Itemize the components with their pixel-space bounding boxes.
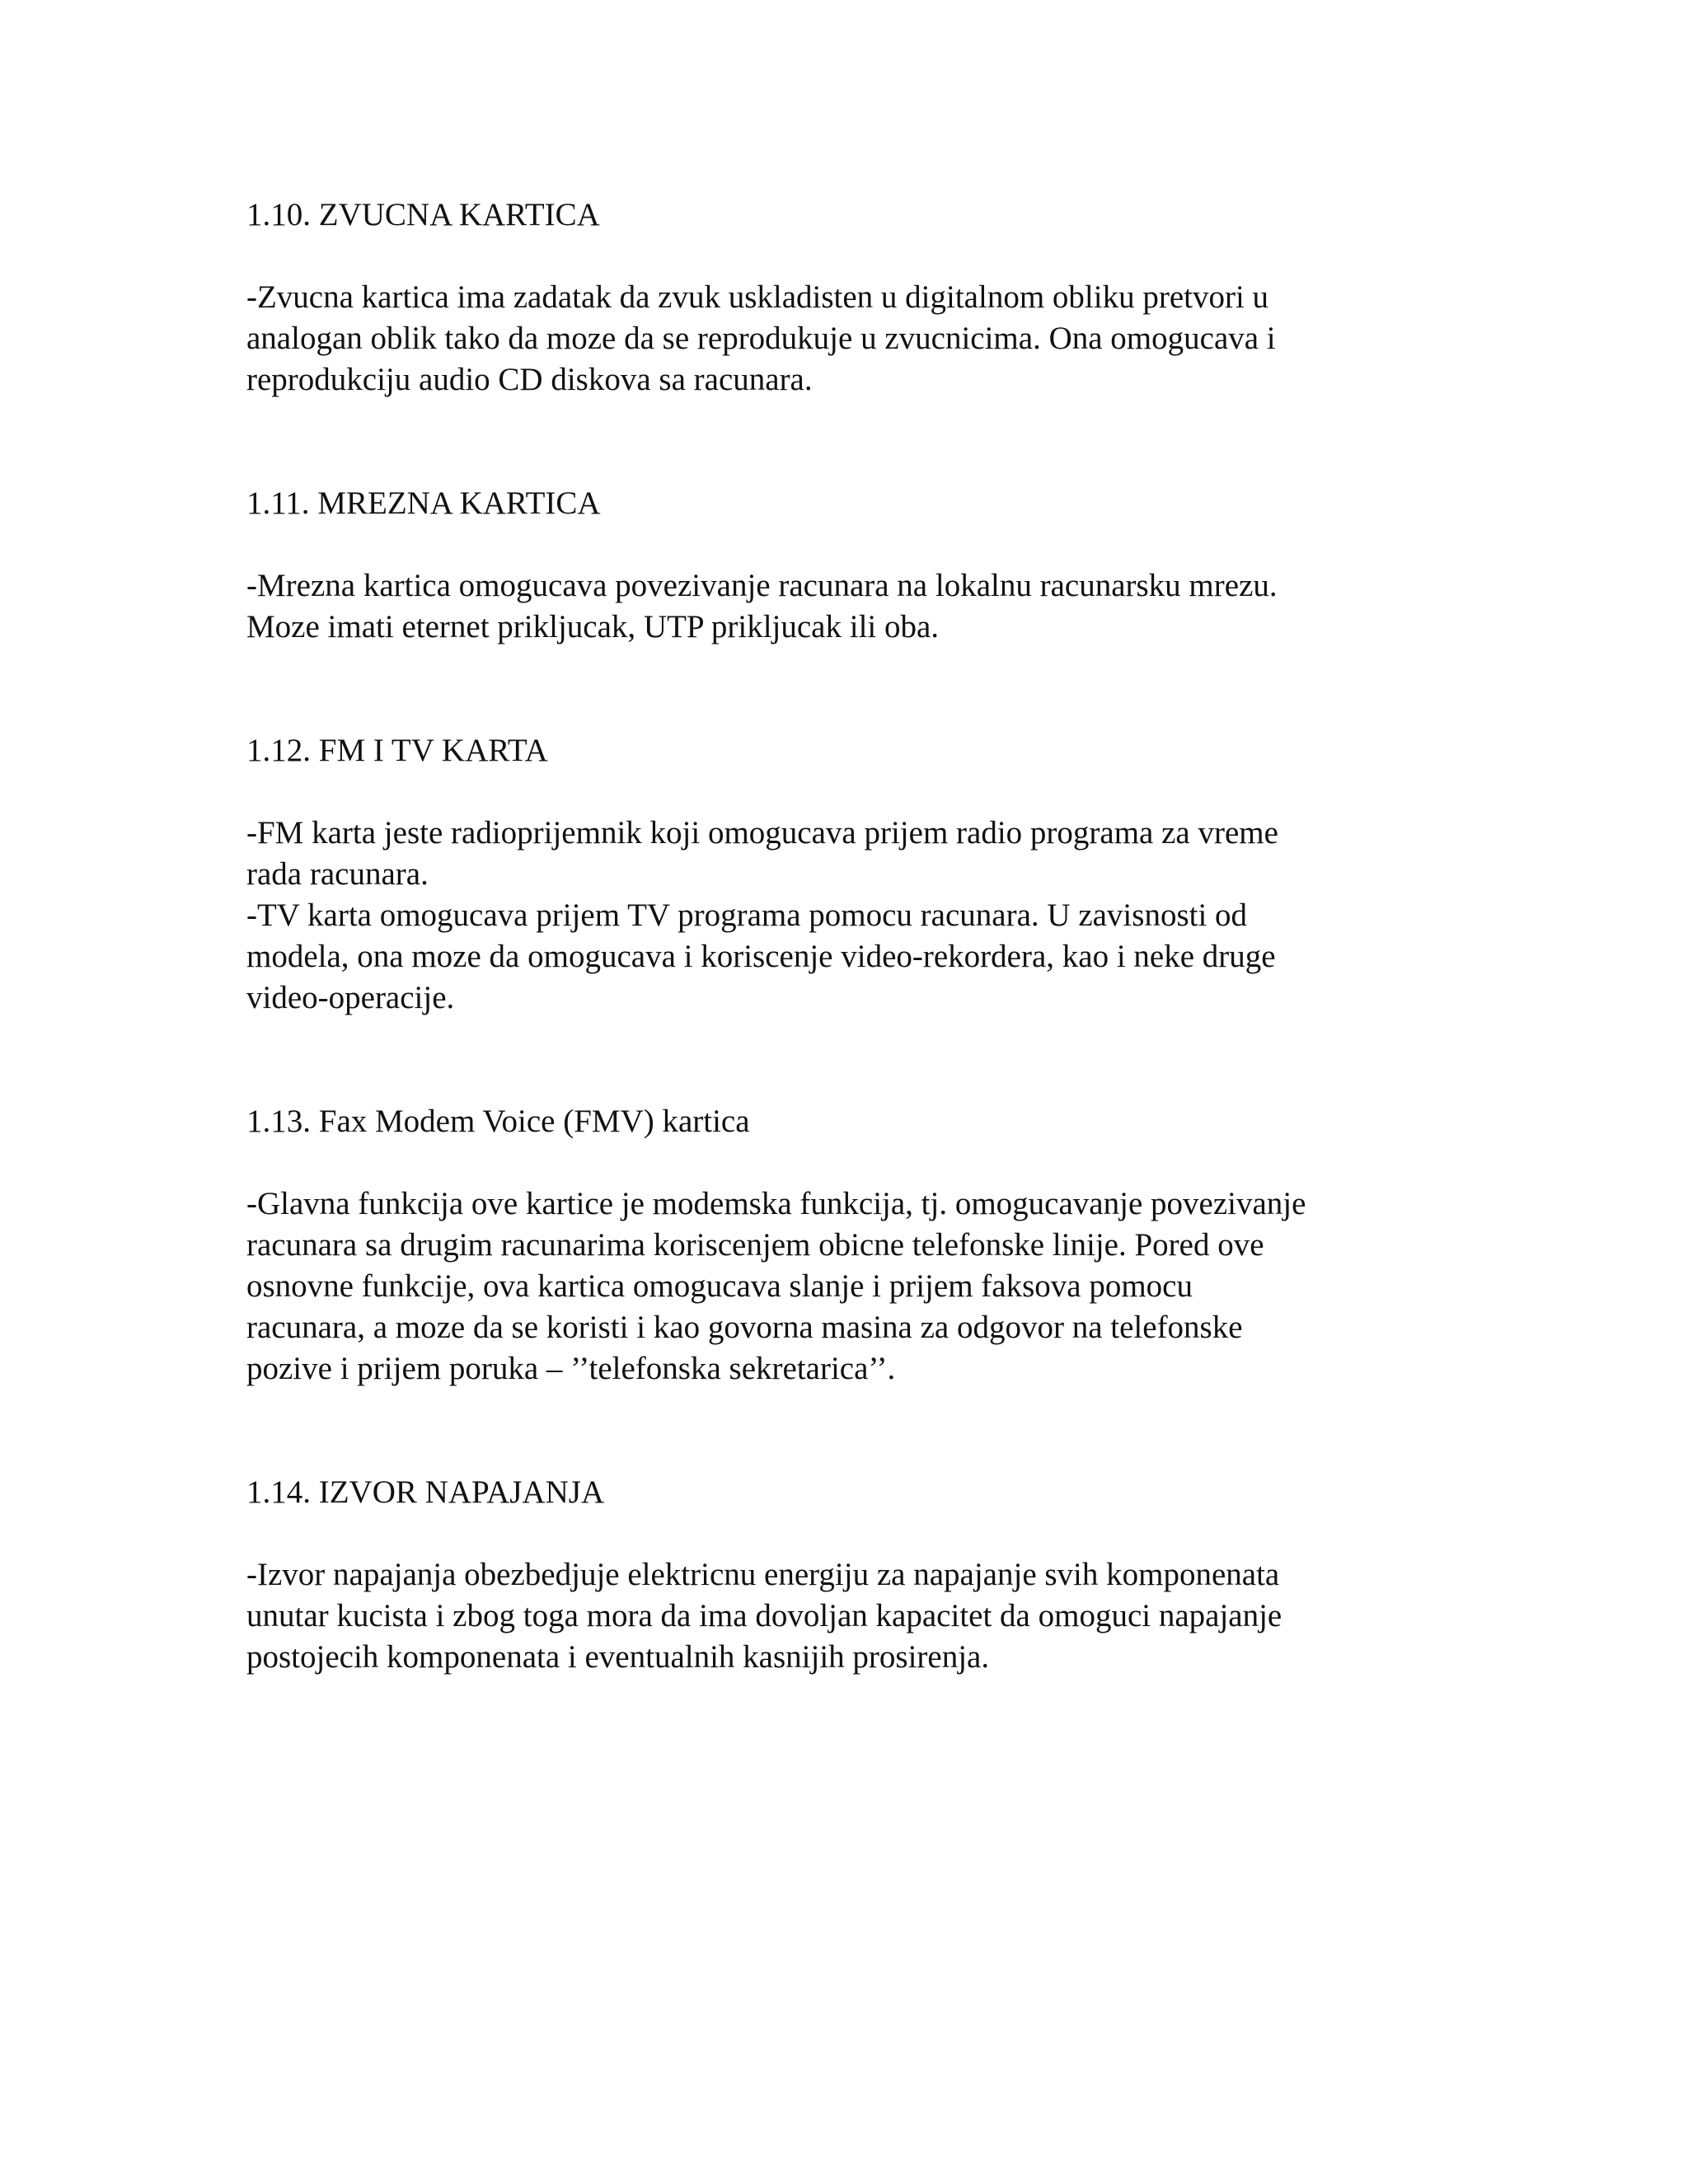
paragraph-line: postojecih komponenata i eventualnih kasnijih prosirenja.	[246, 1639, 990, 1675]
section-zvucna-kartica	[246, 194, 1450, 401]
section-fm-tv-karta	[246, 730, 1450, 1019]
section-heading: 1.12. FM I TV KARTA	[246, 733, 548, 768]
section-mrezna-kartica	[246, 483, 1450, 648]
paragraph-line: -Izvor napajanja obezbedjuje elektricnu energiju za napajanje svih komponenata	[246, 1557, 1280, 1592]
paragraph-line: Moze imati eternet prikljucak, UTP prikljucak ili oba.	[246, 609, 940, 644]
paragraph-line: modela, ona moze da omogucava i koriscenje video-rekordera, kao i neke druge	[246, 939, 1276, 974]
paragraph-line: racunara, a moze da se koristi i kao govorna masina za odgovor na telefonske	[246, 1310, 1243, 1345]
section-heading: 1.14. IZVOR NAPAJANJA	[246, 1474, 605, 1510]
paragraph-line: video-operacije.	[246, 980, 455, 1015]
section-fmv-kartica	[246, 1101, 1450, 1390]
section-heading: 1.10. ZVUCNA KARTICA	[246, 197, 600, 232]
paragraph-line: racunara sa drugim racunarima koriscenjem obicne telefonske linije. Pored ove	[246, 1227, 1264, 1263]
paragraph-line: -Zvucna kartica ima zadatak da zvuk uskladisten u digitalnom obliku pretvori u	[246, 279, 1269, 315]
paragraph-line: -TV karta omogucava prijem TV programa pomocu racunara. U zavisnosti od	[246, 898, 1248, 933]
paragraph-line: -FM karta jeste radioprijemnik koji omogucava prijem radio programa za vreme	[246, 815, 1278, 851]
paragraph-line: rada racunara.	[246, 856, 429, 892]
paragraph-line: unutar kucista i zbog toga mora da ima dovoljan kapacitet da omoguci napajanje	[246, 1598, 1282, 1633]
paragraph-line: osnovne funkcije, ova kartica omogucava slanje i prijem faksova pomocu	[246, 1268, 1193, 1304]
paragraph-line: reprodukciju audio CD diskova sa racunara.	[246, 362, 813, 397]
document-content	[246, 194, 1450, 1678]
paragraph-line: pozive i prijem poruka – ’’telefonska sekretarica’’.	[246, 1351, 896, 1386]
paragraph-line: analogan oblik tako da moze da se reprodukuje u zvucnicima. Ona omogucava i	[246, 321, 1276, 356]
paragraph-line: -Mrezna kartica omogucava povezivanje racunara na lokalnu racunarsku mrezu.	[246, 568, 1278, 603]
section-izvor-napajanja	[246, 1472, 1450, 1678]
section-heading: 1.11. MREZNA KARTICA	[246, 485, 601, 521]
paragraph-line: -Glavna funkcija ove kartice je modemska funkcija, tj. omogucavanje povezivanje	[246, 1186, 1306, 1221]
section-heading: 1.13. Fax Modem Voice (FMV) kartica	[246, 1104, 750, 1139]
